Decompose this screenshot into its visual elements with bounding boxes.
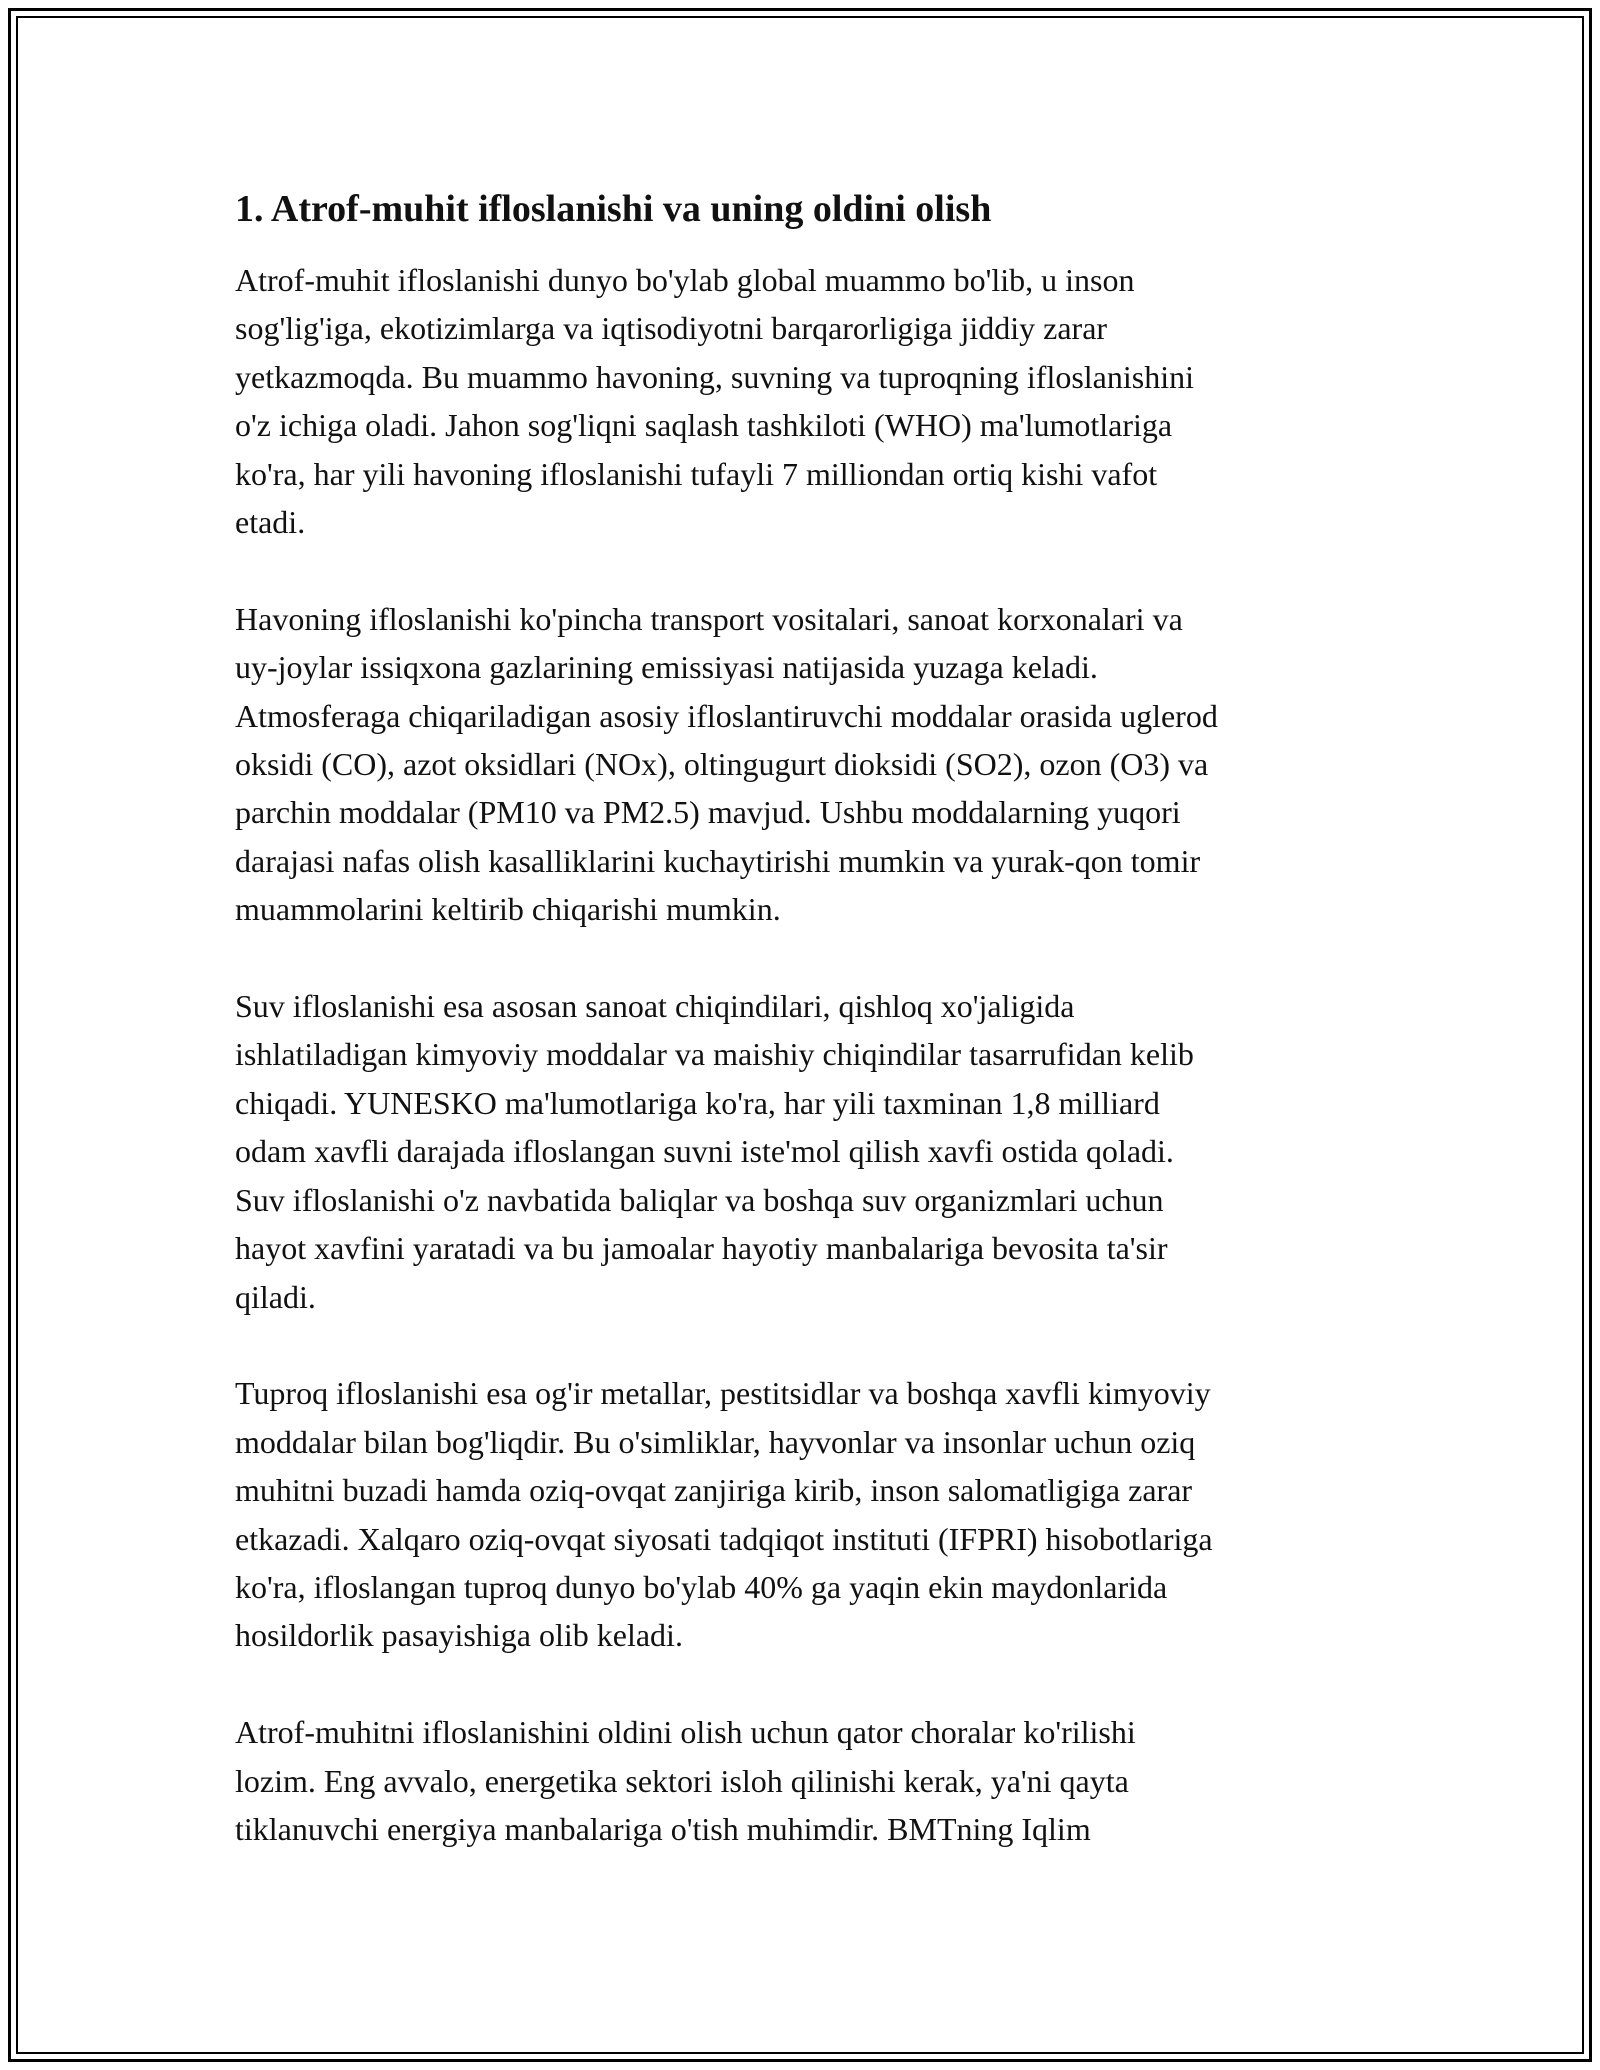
text-line: yetkazmoqda. Bu muammo havoning, suvning va tuproqning ifloslanishini <box>235 358 1194 395</box>
text-line: etadi. <box>235 504 306 541</box>
paragraph-prevention <box>235 1708 1375 1853</box>
text-line: qiladi. <box>235 1278 316 1315</box>
text-line: ko'ra, har yili havoning ifloslanishi tufayli 7 milliondan ortiq kishi vafot <box>235 455 1158 492</box>
text-line: sog'lig'iga, ekotizimlarga va iqtisodiyotni barqarorligiga jiddiy zarar <box>235 310 1108 347</box>
paragraph-soil <box>235 1369 1375 1659</box>
text-line: lozim. Eng avvalo, energetika sektori isloh qilinishi kerak, ya'ni qayta <box>235 1762 1129 1799</box>
text-line: odam xavfli darajada ifloslangan suvni iste'mol qilish xavfi ostida qoladi. <box>235 1133 1174 1170</box>
text-line: chiqadi. YUNESKO ma'lumotlariga ko'ra, har yili taxminan 1,8 milliard <box>235 1084 1160 1121</box>
text-line: tiklanuvchi energiya manbalariga o'tish muhimdir. BMTning Iqlim <box>235 1810 1091 1847</box>
text-line: Atrof-muhitni ifloslanishini oldini olish uchun qator choralar ko'rilishi <box>235 1714 1136 1751</box>
text-line: uy-joylar issiqxona gazlarining emissiyasi natijasida yuzaga keladi. <box>235 649 1098 686</box>
text-line: parchin moddalar (PM10 va PM2.5) mavjud. Ushbu moddalarning yuqori <box>235 794 1181 831</box>
text-line: Suv ifloslanishi o'z navbatida baliqlar va boshqa suv organizmlari uchun <box>235 1181 1164 1218</box>
text-line: Tuproq ifloslanishi esa og'ir metallar, pestitsidlar va boshqa xavfli kimyoviy <box>235 1375 1211 1412</box>
text-line: oksidi (CO), azot oksidlari (NOx), oltingugurt dioksidi (SO2), ozon (O3) va <box>235 746 1209 783</box>
section-heading: 1. Atrof-muhit ifloslanishi va uning oldini olish <box>235 188 992 230</box>
text-line: Havoning ifloslanishi ko'pincha transport vositalari, sanoat korxonalari va <box>235 600 1183 637</box>
text-line: muammolarini keltirib chiqarishi mumkin. <box>235 891 781 928</box>
text-line: darajasi nafas olish kasalliklarini kuchaytirishi mumkin va yurak-qon tomir <box>235 842 1201 879</box>
text-line: hayot xavfini yaratadi va bu jamoalar hayotiy manbalariga bevosita ta'sir <box>235 1230 1168 1267</box>
text-line: muhitni buzadi hamda oziq-ovqat zanjiriga kirib, inson salomatligiga zarar <box>235 1472 1193 1509</box>
paragraph-water <box>235 982 1375 1321</box>
text-line: Atrof-muhit ifloslanishi dunyo bo'ylab global muammo bo'lib, u inson <box>235 262 1135 298</box>
text-line: Suv ifloslanishi esa asosan sanoat chiqindilari, qishloq xo'jaligida <box>235 988 1075 1025</box>
text-line: hosildorlik pasayishiga olib keladi. <box>235 1617 683 1654</box>
text-line: ishlatiladigan kimyoviy moddalar va maishiy chiqindilar tasarrufidan kelib <box>235 1036 1194 1073</box>
text-line: o'z ichiga oladi. Jahon sog'liqni saqlash tashkiloti (WHO) ma'lumotlariga <box>235 407 1173 444</box>
text-line: etkazadi. Xalqaro oziq-ovqat siyosati tadqiqot instituti (IFPRI) hisobotlariga <box>235 1520 1213 1557</box>
text-line: ko'ra, ifloslangan tuproq dunyo bo'ylab 40% ga yaqin ekin maydonlarida <box>235 1568 1168 1605</box>
paragraph-intro <box>235 256 1375 546</box>
text-line: moddalar bilan bog'liqdir. Bu o'simliklar, hayvonlar va insonlar uchun oziq <box>235 1423 1196 1460</box>
paragraph-air <box>235 595 1375 934</box>
document-body <box>235 186 1375 1902</box>
text-line: Atmosferaga chiqariladigan asosiy ifloslantiruvchi moddalar orasida uglerod <box>235 697 1218 734</box>
